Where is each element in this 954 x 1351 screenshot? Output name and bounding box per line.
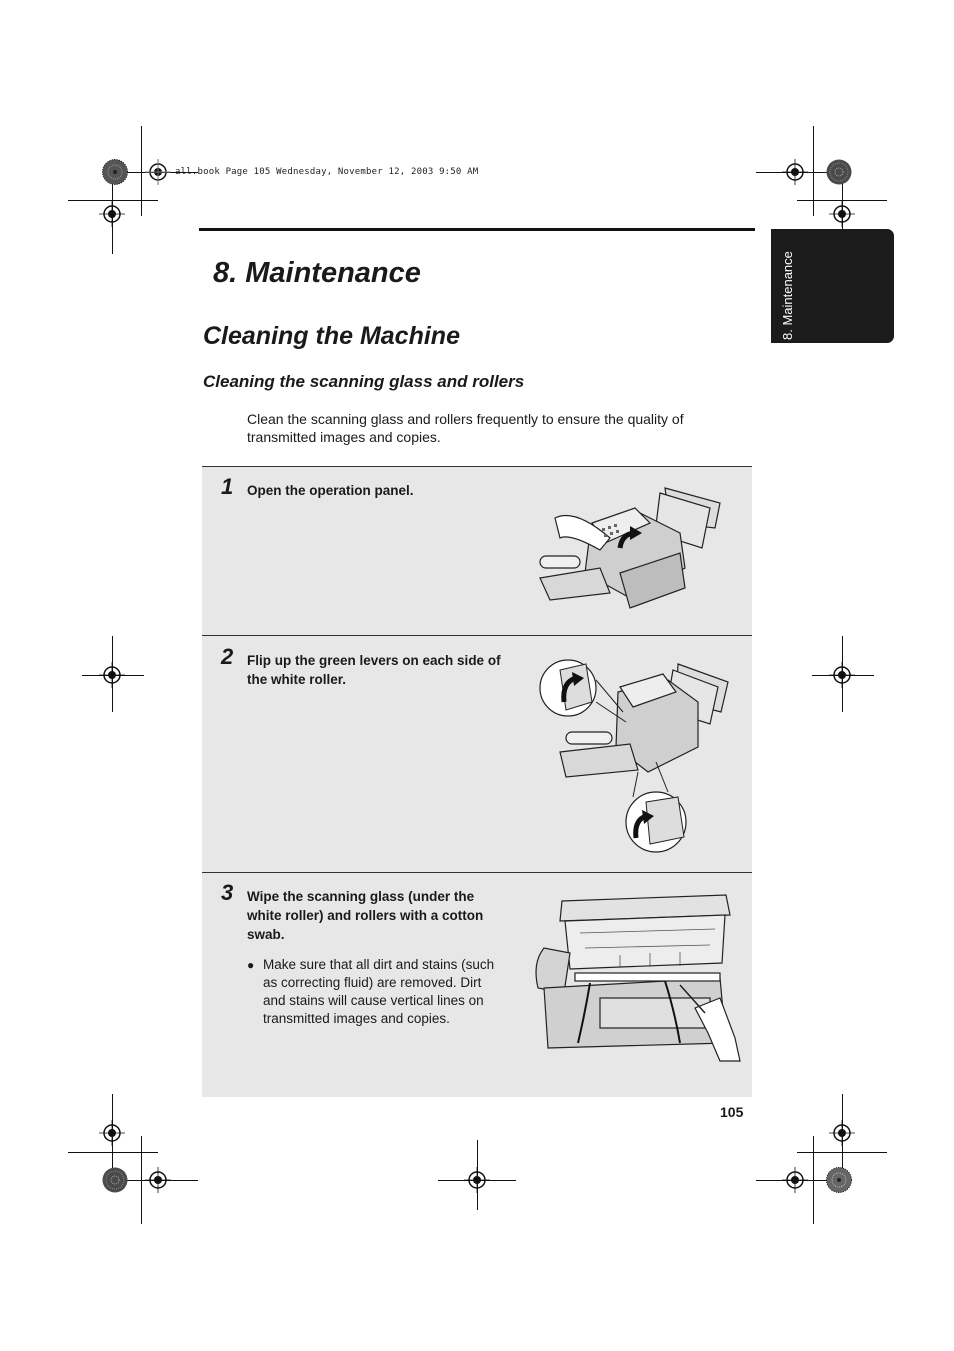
crosshair-icon	[145, 159, 171, 185]
step-number: 3	[221, 880, 234, 905]
print-info-header: all.book Page 105 Wednesday, November 12, 2003 9:50 AM	[175, 167, 479, 177]
bullet-icon: ●	[247, 958, 255, 972]
bullet-line: Make sure that all dirt and stains (such	[263, 957, 495, 972]
crosshair-icon	[99, 201, 125, 227]
rosette-icon	[102, 159, 128, 185]
crosshair-icon	[464, 1167, 490, 1193]
bullet-line: and stains will cause vertical lines on	[263, 993, 484, 1008]
crosshair-icon	[99, 662, 125, 688]
step-instruction	[247, 651, 527, 689]
crosshair-icon	[782, 159, 808, 185]
crosshair-icon	[782, 1167, 808, 1193]
chapter-title: 8. Maintenance	[213, 257, 421, 289]
rosette-icon	[826, 159, 852, 185]
step-line: Wipe the scanning glass (under the	[247, 889, 475, 904]
step-number: 1	[221, 474, 234, 499]
step-divider	[202, 466, 752, 467]
step-divider	[202, 872, 752, 873]
bullet-line: transmitted images and copies.	[263, 1011, 450, 1026]
step-instruction	[247, 481, 527, 500]
rosette-icon	[102, 1167, 128, 1193]
subsection-title: Cleaning the scanning glass and rollers	[203, 372, 525, 391]
intro-line: Clean the scanning glass and rollers frequently to ensure the quality of	[247, 411, 684, 427]
top-rule	[199, 228, 755, 231]
step-line: the white roller.	[247, 672, 347, 687]
fax-green-levers-illustration	[538, 652, 734, 857]
step-instruction	[247, 887, 527, 944]
step-number: 2	[221, 644, 234, 669]
crosshair-icon	[829, 201, 855, 227]
step-line: Flip up the green levers on each side of	[247, 653, 501, 668]
intro-line: transmitted images and copies.	[247, 429, 441, 445]
step-line: white roller) and rollers with a cotton	[247, 908, 484, 923]
crosshair-icon	[829, 662, 855, 688]
chapter-tab-label: 8. Maintenance	[780, 251, 795, 340]
crosshair-icon	[145, 1167, 171, 1193]
intro-paragraph	[247, 410, 717, 446]
step-line: Open the operation panel.	[247, 483, 414, 498]
step-line: swab.	[247, 927, 285, 942]
rosette-icon	[826, 1167, 852, 1193]
fax-interior-cleaning-illustration	[530, 893, 742, 1063]
crosshair-icon	[99, 1120, 125, 1146]
page-number: 105	[720, 1104, 744, 1120]
crosshair-icon	[829, 1120, 855, 1146]
bullet-text	[263, 956, 533, 1028]
step-divider	[202, 635, 752, 636]
bullet-line: as correcting fluid) are removed. Dirt	[263, 975, 482, 990]
fax-open-panel-illustration	[530, 478, 730, 613]
section-title: Cleaning the Machine	[203, 322, 460, 350]
